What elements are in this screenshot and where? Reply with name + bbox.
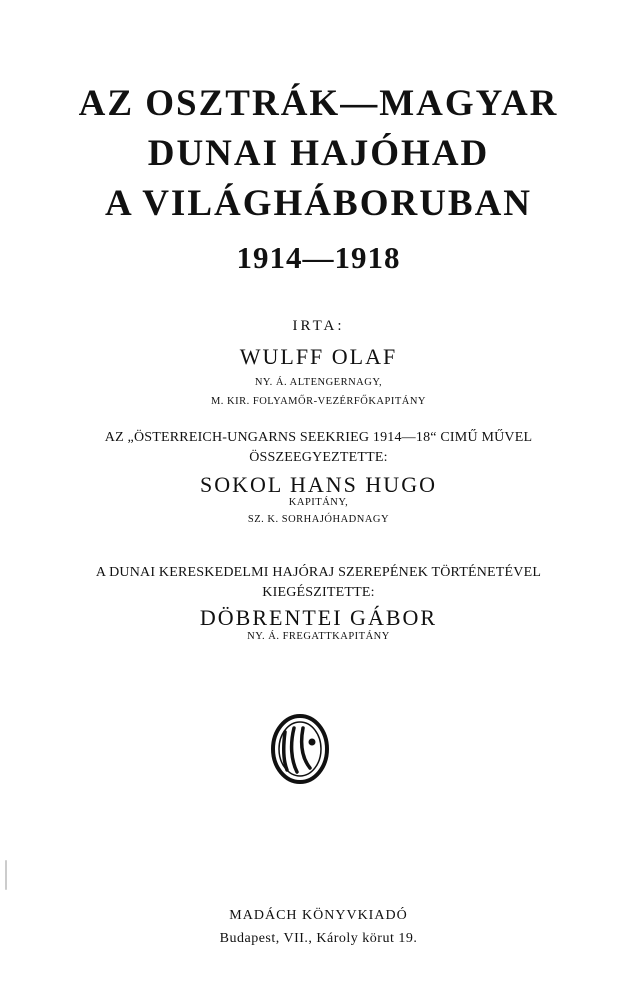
supplement-title-1: NY. Á. FREGATTKAPITÁNY [247, 631, 390, 642]
supplement-name: DÖBRENTEI GÁBOR [199, 605, 438, 630]
author-title-1: NY. Á. ALTENGERNAGY, [254, 377, 383, 388]
author-name: WULFF OLAF [239, 344, 398, 369]
compiler-intro: AZ „ÖSTERREICH-UNGARNS SEEKRIEG 1914—18“ CIMŰ MŰVEL [104, 430, 533, 445]
publisher-address: Budapest, VII., Károly körut 19. [219, 931, 418, 946]
title-line-1: AZ OSZTRÁK—MAGYAR [78, 83, 559, 124]
supplement-intro: A DUNAI KERESKEDELMI HAJÓRAJ SZEREPÉNEK TÖRTÉNETÉVEL [95, 565, 542, 580]
compiler-action: ÖSSZEEGYEZTETTE: [249, 450, 388, 465]
compiler-title-2: SZ. K. SORHAJÓHADNAGY [247, 514, 390, 525]
title-years: 1914—1918 [236, 240, 401, 275]
author-title-2: M. KIR. FOLYAMŐR-VEZÉRFŐKAPITÁNY [210, 396, 427, 407]
publisher-name: MADÁCH KÖNYVKIADÓ [229, 908, 408, 923]
publisher-emblem-icon [270, 712, 330, 786]
title-line-2: DUNAI HAJÓHAD [147, 133, 490, 174]
paper-mark [5, 860, 7, 890]
supplement-action: KIEGÉSZITETTE: [262, 585, 375, 600]
compiler-title-1: KAPITÁNY, [288, 497, 349, 508]
author-label: IRTA: [292, 318, 345, 334]
title-line-3: A VILÁGHÁBORUBAN [104, 183, 533, 224]
compiler-name: SOKOL HANS HUGO [200, 472, 437, 497]
